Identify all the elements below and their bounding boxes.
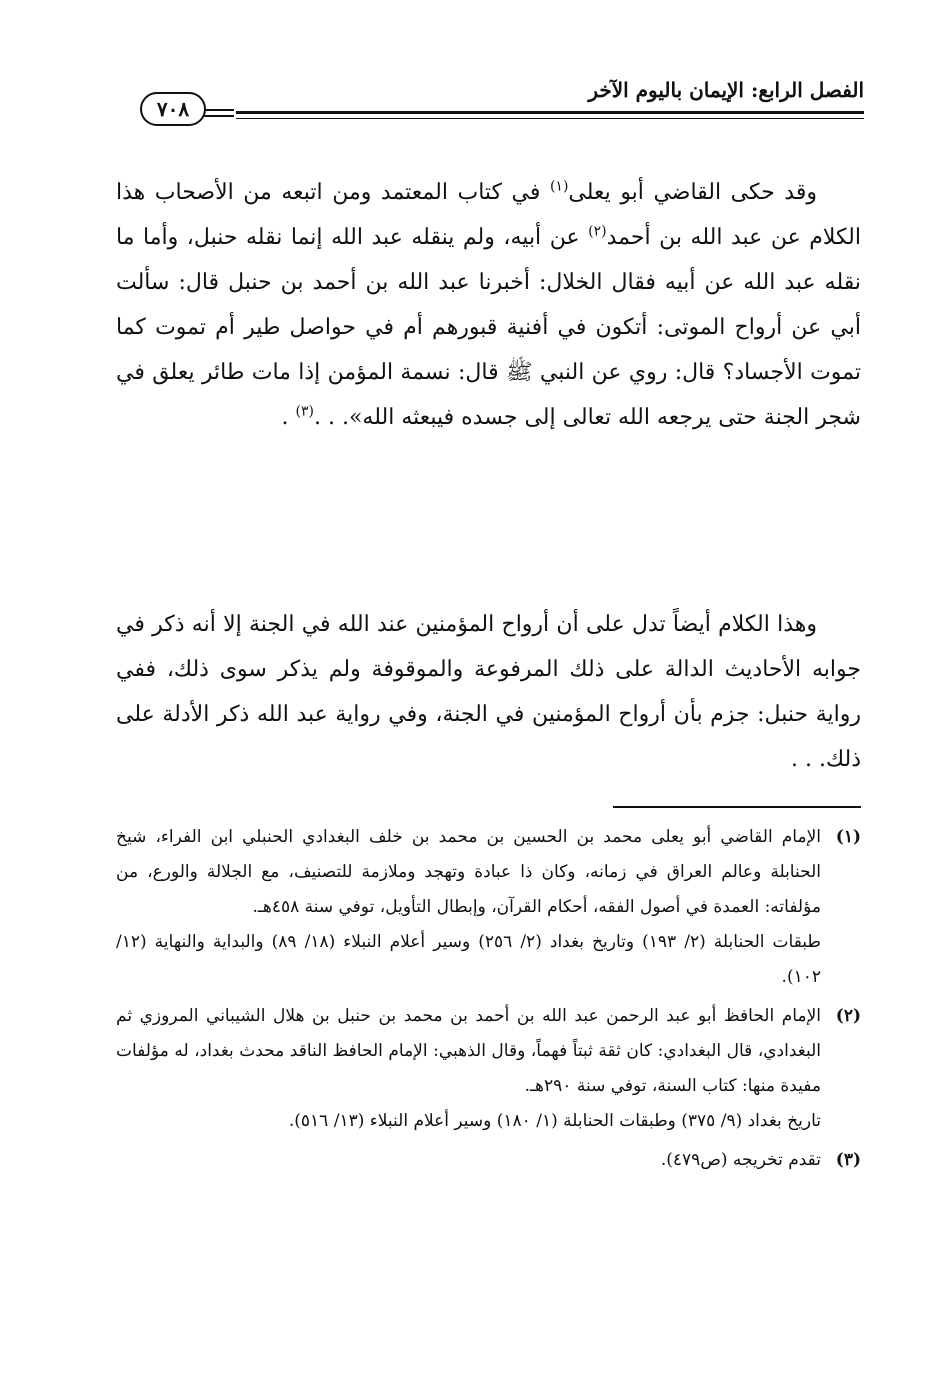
chapter-title: الفصل الرابع: الإيمان باليوم الآخر bbox=[588, 78, 864, 102]
footnote-sources: تاريخ بغداد (٩/ ٣٧٥) وطبقات الحنابلة (١/ ١٨٠) وسير أعلام النبلاء (١٣/ ٥١٦). bbox=[288, 1111, 821, 1131]
footnote-bio: الإمام الحافظ أبو عبد الرحمن عبد الله بن أحمد بن محمد بن حنبل بن هلال الشيباني المروزي ثم البغدادي، قال البغدادي: كان ثقة ثبتاً فهماً، وقال الذهبي: الإمام الحافظ الناقد محدث بغداد، له مؤلفات مفيدة منها: كتاب السنة، توفي سنة ٢٩٠هـ. bbox=[116, 1006, 821, 1096]
footnote-body bbox=[116, 1143, 821, 1178]
paragraph-2-text: وهذا الكلام أيضاً تدل على أن أرواح المؤمنين عند الله في الجنة إلا أنه ذكر في جوابه الأحاديث الدالة على ذلك المرفوعة والموقوفة ولم يذكر سوى ذلك، ففي رواية حنبل: جزم بأن أرواح المؤمنين في الجنة، وفي رواية عبد الله ذكر الأدلة على ذلك. . . bbox=[116, 612, 861, 772]
footnote-3 bbox=[116, 1143, 861, 1178]
badge-line bbox=[204, 109, 234, 111]
footnotes bbox=[116, 820, 861, 1182]
footnote-body bbox=[116, 999, 821, 1139]
page-number-badge bbox=[118, 84, 236, 128]
footnote-ref-1: (١) bbox=[549, 178, 569, 195]
footnote-body bbox=[116, 820, 821, 995]
footnote-ref-3: (٣) bbox=[295, 403, 314, 420]
footnote-number: (٣) bbox=[835, 1150, 861, 1170]
badge-line bbox=[204, 115, 234, 117]
paragraph-1-text-c: عن أبيه، ولم ينقله عبد الله إنما نقله حنبل، وأما ما نقله عبد الله عن أبيه فقال الخلال: أخبرنا عبد الله بن أحمد بن حنبل قال: سألت أبي عن أرواح الموتى: أتكون في أفنية قبورهم أم في حواصل طير أم تموت كما تموت الأجساد؟ قال: روي عن النبي ﷺ قال: نسمة المؤمن إذا مات طائر يعلق في شجر الجنة حتى يرجعه الله تعالى إلى جسده فيبعثه الله». . . bbox=[116, 225, 861, 430]
page-number: ٧٠٨ bbox=[140, 92, 206, 126]
footnote-separator bbox=[613, 806, 861, 808]
footnote-number: (١) bbox=[835, 827, 861, 847]
paragraph-1-text-a: وقد حكى القاضي أبو يعلى bbox=[568, 180, 817, 205]
paragraph-1-text-d: . bbox=[281, 405, 296, 430]
paragraph-1-text-b: في كتاب المعتمد ومن اتبعه من الأصحاب هذا الكلام عن عبد الله بن أحمد bbox=[116, 180, 861, 250]
paragraph-2 bbox=[116, 602, 861, 782]
footnote-1 bbox=[116, 820, 861, 995]
footnote-2 bbox=[116, 999, 861, 1139]
running-header bbox=[118, 78, 864, 121]
footnote-bio: الإمام القاضي أبو يعلى محمد بن الحسين بن محمد بن خلف البغدادي الحنبلي ابن الفراء، شيخ الحنابلة وعالم العراق في زمانه، وكان ذا عبادة وتهجد وملازمة للتصنيف، مع الجلالة والورع، من مؤلفاته: العمدة في أصول الفقه، أحكام القرآن، وإبطال التأويل، توفي سنة ٤٥٨هـ. bbox=[116, 827, 821, 917]
paragraph-1 bbox=[116, 170, 861, 440]
footnote-text: تقدم تخريجه (ص٤٧٩). bbox=[660, 1150, 821, 1170]
footnote-ref-2: (٢) bbox=[588, 223, 607, 240]
footnote-sources: طبقات الحنابلة (٢/ ١٩٣) وتاريخ بغداد (٢/ ٢٥٦) وسير أعلام النبلاء (١٨/ ٨٩) والبداية والنهاية (١٢/ ١٠٢). bbox=[116, 932, 821, 987]
footnote-number: (٢) bbox=[835, 1006, 861, 1026]
